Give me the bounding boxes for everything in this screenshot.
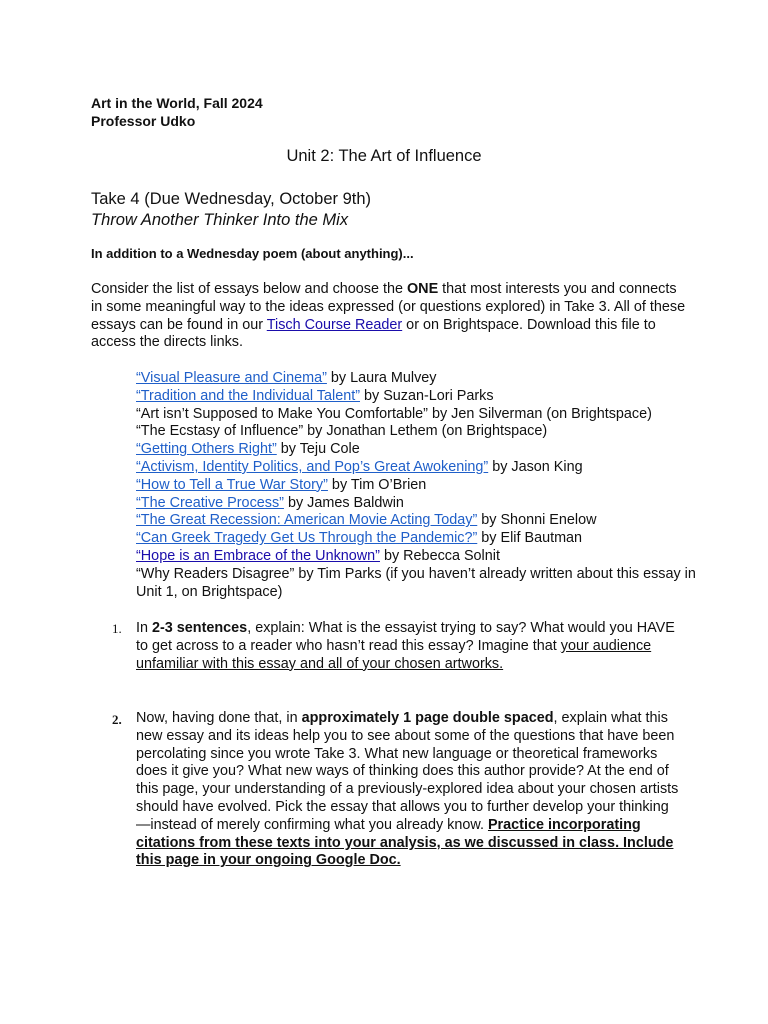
take-subtitle: Throw Another Thinker Into the Mix [91, 211, 349, 229]
take-heading [91, 189, 371, 231]
essay-item [136, 459, 696, 477]
essay-author: by Jason King [488, 458, 583, 475]
essay-author: by Teju Cole [276, 441, 360, 458]
intro-bold-one: ONE [406, 281, 439, 297]
essay-item [136, 441, 696, 459]
essay-author: by Suzan-Lori Parks [360, 387, 494, 404]
essay-item [136, 423, 696, 441]
essay-link[interactable]: “Activism, Identity Politics, and Pop’s Great Awokening” [136, 458, 489, 475]
essay-item [136, 566, 696, 602]
essay-link[interactable]: “Getting Others Right” [136, 441, 277, 458]
essay-link[interactable]: “The Great Recession: American Movie Acting Today” [136, 512, 478, 529]
question-text: , explain what this new essay and its ideas help you to see about some of the questions that have been percolating since you wrote Take 3. What new language or theoretical frameworks does it give you? What new ways of thinking does this author provide? At the end of this page, your understanding of a previously-explored idea about your chosen artists should have evolved. Pick the essay that allows you to further develop your thinking—instead of merely confirming what you already know. [136, 710, 679, 833]
intro-paragraph [91, 281, 691, 352]
professor-name: Professor Udko [91, 113, 196, 129]
essay-title: “Why Readers Disagree” [136, 565, 295, 582]
essay-link[interactable]: “Tradition and the Individual Talent” [136, 387, 360, 404]
essay-item [136, 370, 696, 388]
question-number: 1. [112, 621, 122, 636]
essay-link[interactable]: “Hope is an Embrace of the Unknown” [136, 547, 380, 564]
essay-item [136, 495, 696, 513]
essay-author: by Jonathan Lethem (on Brightspace) [303, 423, 548, 440]
essay-title: “Art isn’t Supposed to Make You Comfortable” [136, 405, 428, 422]
essay-author: by Shonni Enelow [477, 512, 597, 529]
question-bold: 2-3 sentences [152, 620, 248, 636]
essay-link[interactable]: “Can Greek Tragedy Get Us Through the Pandemic?” [136, 530, 478, 547]
essay-link[interactable]: “The Creative Process” [136, 494, 284, 511]
essay-author: by Rebecca Solnit [379, 547, 500, 564]
intro-text-1: Consider the list of essays below and choose the [91, 281, 407, 297]
document-header [91, 94, 263, 130]
essay-author: by Laura Mulvey [326, 370, 437, 386]
course-name: Art in the World, Fall 2024 [91, 95, 263, 111]
question-bold: approximately 1 page double spaced [301, 710, 554, 726]
unit-title: Unit 2: The Art of Influence [286, 147, 482, 165]
essay-list [136, 370, 696, 601]
question-2 [136, 710, 681, 870]
question-1 [136, 620, 681, 673]
essay-author: by Tim Parks (if you haven’t already written about this essay in Unit 1, on Brightspace) [136, 565, 696, 600]
question-bold-underline: Practice incorporating citations from these texts into your analysis, as we discussed in class. Include this page in your ongoing Google Doc. [136, 816, 674, 869]
essay-author: by Elif Bautman [477, 530, 583, 547]
question-text: In [136, 620, 152, 636]
essay-item [136, 548, 696, 566]
essay-author: by Tim O’Brien [327, 476, 427, 493]
intro-text-2: that most interests you and connects in some meaningful way to the ideas expressed (or questions explored) in Take 3. All of these essays can be found in our [91, 281, 686, 333]
essay-item [136, 388, 696, 406]
question-text: , explain: What is the essayist trying to say? What would you HAVE to get across to a reader who hasn’t read this essay? Imagine that [136, 620, 675, 654]
intro-text-3: or on Brightspace. Download this file to access the directs links. [91, 316, 656, 351]
question-number: 2. [112, 712, 122, 727]
question-text: Now, having done that, in [136, 710, 302, 726]
essay-item [136, 477, 696, 495]
question-underline: your audience unfamiliar with this essay and all of your chosen artworks. [136, 637, 652, 672]
essay-author: by Jen Silverman (on Brightspace) [427, 405, 652, 422]
essay-title: “The Ecstasy of Influence” [136, 423, 304, 440]
addition-note: In addition to a Wednesday poem (about anything)... [91, 246, 414, 261]
essay-item [136, 530, 696, 548]
take-title: Take 4 (Due Wednesday, October 9th) [91, 190, 372, 208]
tisch-course-reader-link[interactable]: Tisch Course Reader [266, 316, 403, 333]
essay-author: by James Baldwin [283, 494, 404, 511]
essay-item [136, 512, 696, 530]
essay-link[interactable]: “How to Tell a True War Story” [136, 476, 328, 493]
essay-item [136, 406, 696, 424]
essay-link[interactable]: “Visual Pleasure and Cinema” [136, 370, 327, 386]
